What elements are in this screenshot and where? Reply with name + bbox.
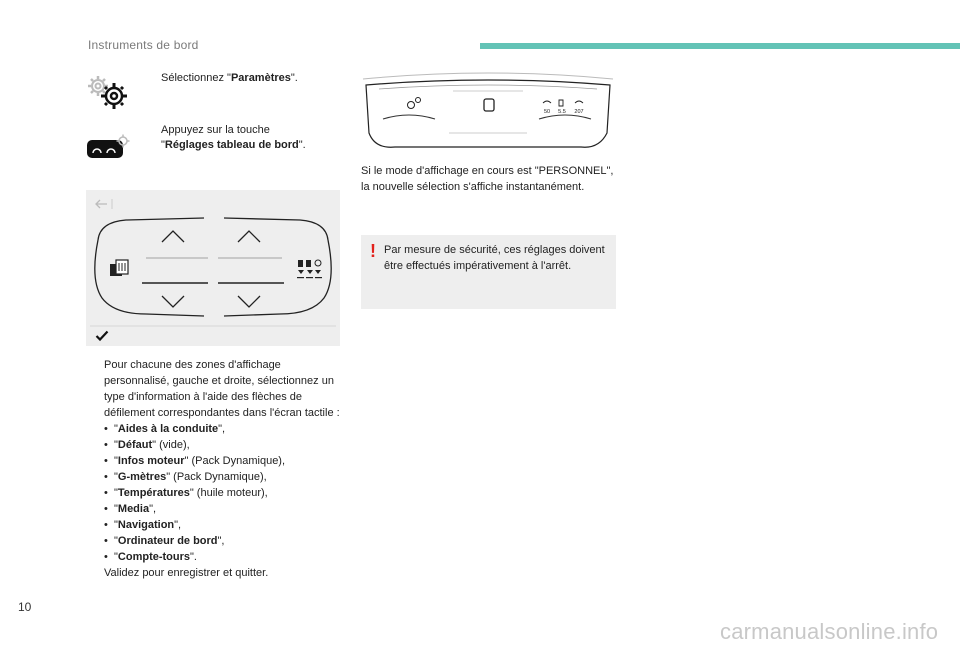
- cluster-outline-illustration: [86, 190, 340, 346]
- list-item: • "Aides à la conduite",: [104, 423, 226, 435]
- zone-options-list: [86, 421, 348, 565]
- list-item: • "Navigation",: [104, 519, 182, 531]
- cluster-value-2: 5.5: [558, 109, 566, 115]
- warning-exclamation-icon: !: [370, 241, 376, 261]
- display-zones-instructions: [86, 357, 348, 581]
- instrument-cluster-illustration: [361, 71, 615, 155]
- header-accent-bar: [480, 43, 960, 49]
- list-item: • "Compte-tours".: [104, 551, 197, 563]
- cluster-value-3: 207: [574, 109, 584, 115]
- safety-warning-text: Par mesure de sécurité, ces réglages doivent être effectués impérativement à l'arrêt.: [384, 244, 605, 272]
- dashboard-settings-icon: [86, 134, 130, 160]
- cluster-value-1: 50: [543, 109, 551, 115]
- page-number: 10: [18, 600, 32, 614]
- list-item: • "G-mètres" (Pack Dynamique),: [104, 471, 267, 483]
- list-item: • "Ordinateur de bord",: [104, 535, 225, 547]
- zones-final-step: Validez pour enregistrer et quitter.: [104, 567, 269, 579]
- step-select-parameters: Sélectionnez "Paramètres".: [161, 72, 298, 84]
- list-item: • "Températures" (huile moteur),: [104, 487, 268, 499]
- validate-check-icon: [95, 330, 109, 342]
- site-watermark: carmanualsonline.info: [720, 619, 939, 644]
- personal-mode-paragraph: Si le mode d'affichage en cours est "PERSONNEL", la nouvelle sélection s'affiche instantanément.: [361, 165, 614, 193]
- gear-icon: [86, 74, 130, 110]
- list-item: • "Défaut" (vide),: [104, 439, 190, 451]
- list-item: • "Media",: [104, 503, 157, 515]
- section-title: Instruments de bord: [88, 38, 199, 52]
- list-item: • "Infos moteur" (Pack Dynamique),: [104, 455, 286, 467]
- step-press-dashboard-settings: Appuyez sur la touche "Réglages tableau de bord".: [161, 124, 306, 151]
- zones-lead: Pour chacune des zones d'affichage personnalisé, gauche et droite, sélectionnez un type d'information à l'aide des flèches de défilement correspondantes dans l'écran tactile :: [104, 359, 340, 419]
